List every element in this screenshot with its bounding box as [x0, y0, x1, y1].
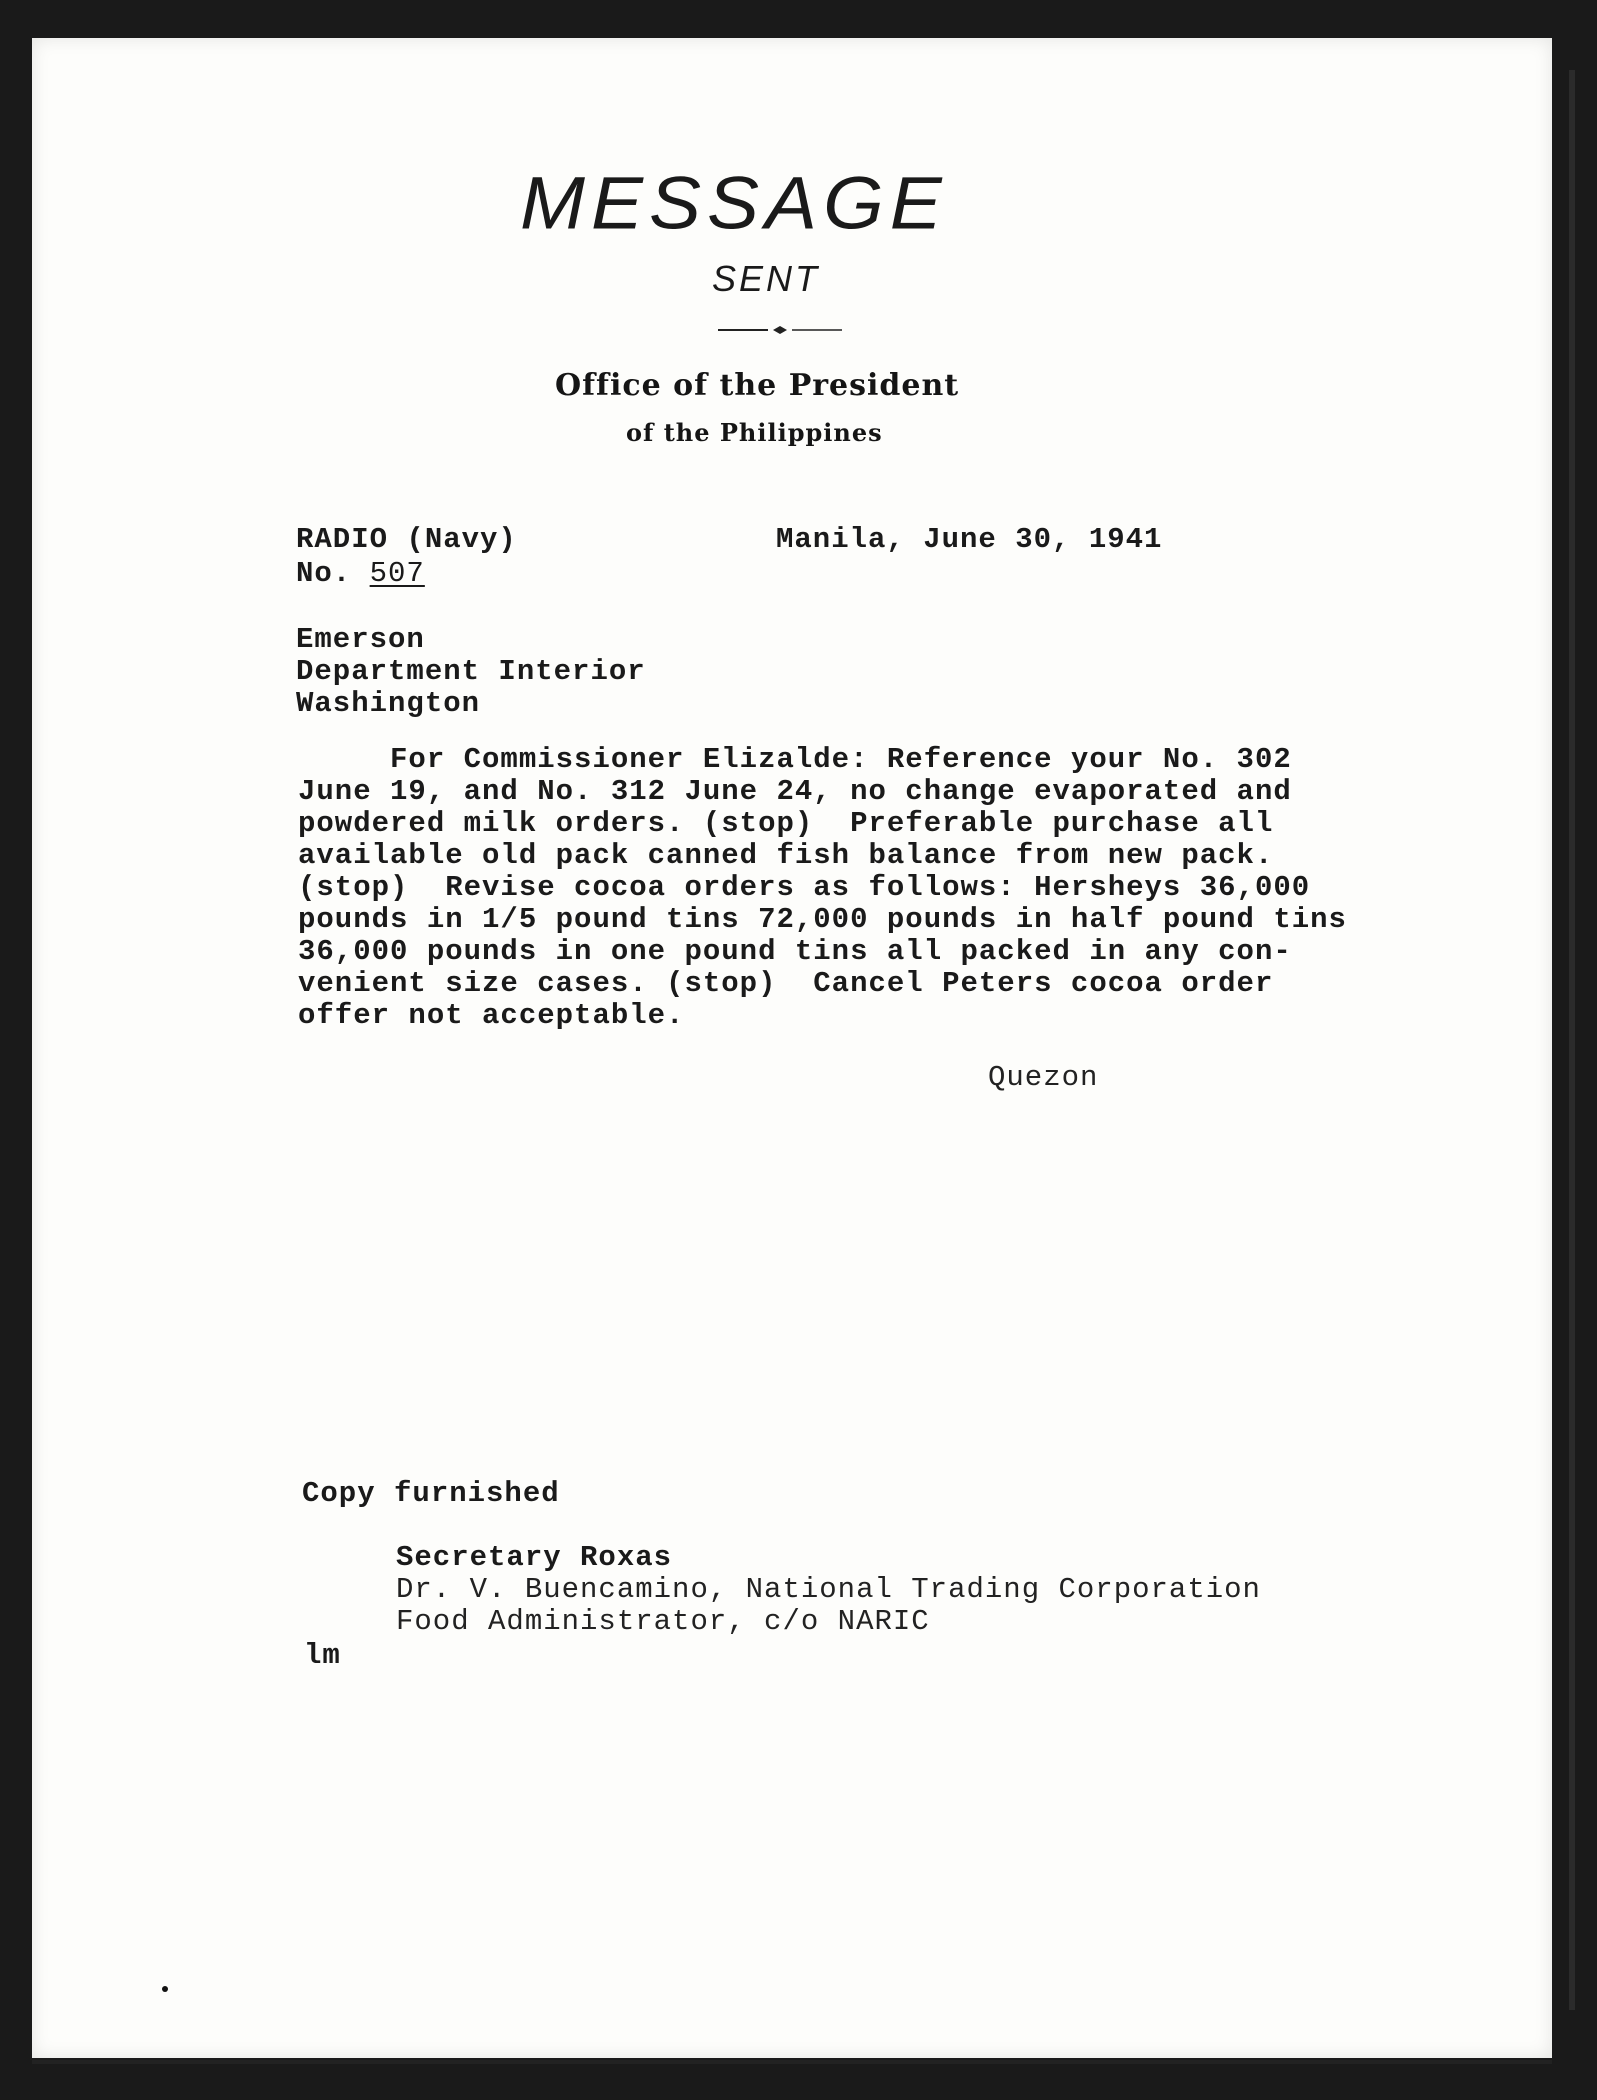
typist-initials: lm	[304, 1639, 341, 1672]
number-value: 507	[369, 557, 425, 590]
page-edge-shadow	[1569, 70, 1575, 2010]
body-line: For Commissioner Elizalde: Reference your No. 302	[298, 743, 1292, 776]
letterhead-subtitle: SENT	[712, 258, 821, 299]
addressee-name: Emerson	[296, 623, 425, 656]
addressee-department: Department Interior	[296, 655, 646, 688]
addressee-city: Washington	[296, 687, 481, 720]
office-country: of the Philippines	[626, 418, 883, 447]
document-page	[32, 38, 1552, 2058]
number-label: No.	[296, 557, 352, 590]
letterhead-title: MESSAGE	[520, 161, 948, 245]
signature: Quezon	[988, 1061, 1099, 1094]
place-date: Manila, June 30, 1941	[776, 523, 1163, 556]
body-line: 36,000 pounds in one pound tins all packed in any con-	[298, 935, 1292, 968]
body-line: powdered milk orders. (stop) Preferable purchase all	[298, 807, 1274, 840]
body-line: (stop) Revise cocoa orders as follows: Hersheys 36,000	[298, 871, 1311, 904]
body-line: venient size cases. (stop) Cancel Peters cocoa order	[298, 967, 1274, 1000]
body-line: pounds in 1/5 pound tins 72,000 pounds in half pound tins	[298, 903, 1347, 936]
copy-furnished-label: Copy furnished	[302, 1477, 560, 1510]
office-name: Office of the President	[555, 368, 960, 403]
copy-recipient: Food Administrator, c/o NARIC	[396, 1605, 930, 1638]
page-edge-shadow-bottom	[32, 2060, 1552, 2064]
ink-speck	[162, 1986, 168, 1992]
copy-recipient: Dr. V. Buencamino, National Trading Corporation	[396, 1573, 1261, 1606]
body-line: available old pack canned fish balance from new pack.	[298, 839, 1274, 872]
message-number-row	[296, 558, 425, 590]
body-line: June 19, and No. 312 June 24, no change evaporated and	[298, 775, 1292, 808]
copy-recipient: Secretary Roxas	[396, 1541, 673, 1574]
body-line: offer not acceptable.	[298, 999, 685, 1032]
transmission-type: RADIO (Navy)	[296, 523, 517, 556]
ornament-divider	[718, 324, 842, 336]
